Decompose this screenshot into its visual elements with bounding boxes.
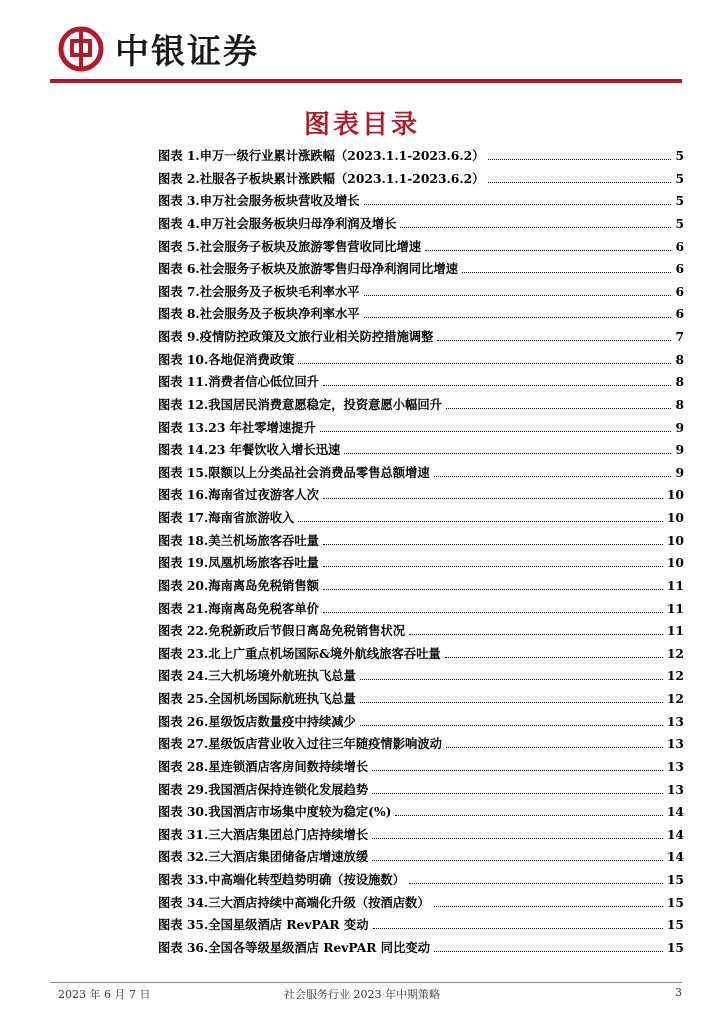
- toc-entry-title: 图表 25.全国机场国际航班执飞总量: [158, 691, 356, 706]
- toc-dot-leader: [372, 793, 663, 794]
- toc-entry-page: 10: [666, 487, 684, 503]
- footer-date: 2023 年 6 月 7 日: [58, 988, 151, 1001]
- toc-entry[interactable]: [158, 734, 684, 757]
- toc-entry-page: 13: [666, 781, 684, 797]
- toc-entry-title: 图表 11.消费者信心低位回升: [158, 374, 319, 390]
- toc-dot-leader: [323, 566, 663, 567]
- toc-entry-page: 13: [666, 713, 684, 729]
- toc-entry-title: 图表 15.限额以上分类品社会消费品零售总额增速: [158, 464, 430, 480]
- toc-entry-title: 图表 19.凤凰机场旅客吞吐量: [158, 555, 319, 571]
- toc-entry-page: 14: [666, 849, 684, 865]
- toc-entry-title: 图表 7.社会服务及子板块毛利率水平: [158, 283, 360, 299]
- toc-entry[interactable]: [158, 440, 684, 463]
- toc-entry-page: 13: [666, 736, 684, 752]
- toc-dot-leader: [320, 431, 672, 432]
- toc-entry-title: 图表 10.各地促消费政策: [158, 351, 295, 367]
- toc-entry[interactable]: [158, 644, 684, 667]
- toc-entry-page: 15: [666, 894, 684, 910]
- toc-entry[interactable]: [158, 553, 684, 576]
- toc-entry-title: 图表 20.海南离岛免税销售额: [158, 577, 319, 593]
- toc-entry-title: 图表 9.疫情防控政策及文旅行业相关防控措施调整: [158, 329, 434, 344]
- toc-entry-page: 12: [666, 668, 684, 684]
- toc-dot-leader: [364, 295, 672, 296]
- toc-entry[interactable]: [158, 282, 684, 305]
- toc-dot-leader: [323, 385, 671, 386]
- toc-entry[interactable]: [158, 870, 684, 893]
- toc-entry-title: 图表 1.申万一级行业累计涨跌幅（2023.1.1-2023.6.2）: [158, 148, 485, 163]
- toc-dot-leader: [488, 182, 671, 183]
- toc-dot-leader: [372, 838, 663, 839]
- toc-entry-title: 图表 13.23 年社零增速提升: [158, 419, 316, 435]
- toc-entry[interactable]: [158, 191, 684, 214]
- toc-entry-title: 图表 27.星级饭店营业收入过往三年随疫情影响波动: [158, 736, 442, 752]
- toc-entry[interactable]: [158, 666, 684, 689]
- toc-entry[interactable]: [158, 463, 684, 486]
- toc-entry[interactable]: [158, 712, 684, 735]
- toc-entry-title: 图表 14.23 年餐饮收入增长迅速: [158, 442, 341, 458]
- toc-entry-page: 11: [666, 623, 684, 639]
- toc-dot-leader: [409, 634, 663, 635]
- toc-entry-page: 8: [675, 351, 684, 367]
- toc-dot-leader: [323, 612, 663, 613]
- brand-name: 中银证券: [115, 32, 259, 72]
- toc-entry-page: 9: [675, 419, 684, 435]
- toc-entry[interactable]: [158, 214, 684, 237]
- toc-entry-title: 图表 3.申万社会服务板块营收及增长: [158, 193, 360, 209]
- toc-entry-page: 10: [666, 532, 684, 548]
- toc-entry-title: 图表 21.海南离岛免税客单价: [158, 600, 319, 616]
- toc-entry[interactable]: [158, 146, 684, 169]
- toc-entry-title: 图表 17.海南省旅游收入: [158, 510, 295, 525]
- toc-entry[interactable]: [158, 689, 684, 712]
- toc-entry-title: 图表 26.星级饭店数量疫中持续减少: [158, 713, 356, 729]
- toc-entry-title: 图表 4.申万社会服务板块归母净利润及增长: [158, 215, 397, 231]
- toc-entry[interactable]: [158, 621, 684, 644]
- toc-entry-page: 6: [675, 283, 684, 299]
- toc-dot-leader: [373, 928, 663, 929]
- table-of-contents: [158, 146, 684, 961]
- toc-dot-leader: [434, 951, 663, 952]
- toc-dot-leader: [372, 770, 663, 771]
- toc-entry-page: 12: [666, 645, 684, 661]
- toc-entry[interactable]: [158, 599, 684, 622]
- toc-dot-leader: [323, 498, 663, 499]
- toc-entry-page: 8: [675, 374, 684, 390]
- toc-entry[interactable]: [158, 350, 684, 373]
- toc-entry-page: 6: [675, 238, 684, 254]
- toc-dot-leader: [434, 906, 663, 907]
- toc-entry-page: 15: [666, 939, 684, 955]
- toc-entry-page: 9: [675, 442, 684, 458]
- toc-entry[interactable]: [158, 915, 684, 938]
- toc-dot-leader: [344, 453, 671, 454]
- toc-dot-leader: [400, 227, 671, 228]
- toc-dot-leader: [445, 657, 663, 658]
- toc-dot-leader: [425, 250, 671, 251]
- toc-entry[interactable]: [158, 531, 684, 554]
- toc-entry[interactable]: [158, 508, 684, 531]
- toc-entry-title: 图表 6.社会服务子板块及旅游零售归母净利润同比增速: [158, 261, 458, 277]
- toc-entry-page: 5: [675, 193, 684, 209]
- toc-entry[interactable]: [158, 576, 684, 599]
- bank-of-china-logo-icon: [58, 26, 104, 72]
- toc-dot-leader: [434, 476, 672, 477]
- toc-entry-title: 图表 33.中高端化转型趋势明确（按设施数）: [158, 872, 406, 887]
- toc-dot-leader: [360, 702, 663, 703]
- toc-entry-page: 11: [666, 577, 684, 593]
- toc-entry-title: 图表 36.全国各等级星级酒店 RevPAR 同比变动: [158, 939, 430, 955]
- toc-dot-leader: [488, 159, 671, 160]
- page-title: 图表目录: [303, 110, 420, 140]
- toc-dot-leader: [364, 317, 672, 318]
- toc-entry-title: 图表 22.免税新政后节假日离岛免税销售状况: [158, 623, 406, 639]
- toc-entry-title: 图表 34.三大酒店持续中高端化升级（按酒店数）: [158, 894, 430, 910]
- toc-dot-leader: [360, 725, 663, 726]
- toc-entry[interactable]: [158, 757, 684, 780]
- toc-entry-page: 5: [675, 148, 684, 163]
- toc-entry-page: 7: [675, 329, 684, 344]
- toc-dot-leader: [360, 679, 663, 680]
- footer-report-name: 社会服务行业 2023 年中期策略: [284, 988, 440, 1001]
- toc-entry[interactable]: [158, 237, 684, 260]
- toc-entry[interactable]: [158, 485, 684, 508]
- toc-entry-title: 图表 5.社会服务子板块及旅游零售营收同比增速: [158, 238, 422, 254]
- page-header: [0, 0, 724, 88]
- toc-entry-title: 图表 2.社服各子板块累计涨跌幅（2023.1.1-2023.6.2）: [158, 170, 485, 186]
- footer-page-number: 3: [675, 986, 682, 999]
- toc-entry-title: 图表 29.我国酒店保持连锁化发展趋势: [158, 781, 369, 797]
- toc-entry-page: 15: [666, 872, 684, 887]
- footer-divider: [50, 982, 682, 983]
- toc-entry[interactable]: [158, 780, 684, 803]
- toc-entry[interactable]: [158, 327, 684, 350]
- toc-entry-title: 图表 32.三大酒店集团储备店增速放缓: [158, 849, 369, 865]
- toc-entry-page: 11: [666, 600, 684, 616]
- toc-dot-leader: [437, 340, 671, 341]
- toc-entry-title: 图表 8.社会服务及子板块净利率水平: [158, 306, 360, 322]
- toc-entry-title: 图表 12.我国居民消费意愿稳定，投资意愿小幅回升: [158, 396, 442, 412]
- toc-entry-page: 15: [666, 917, 684, 933]
- toc-dot-leader: [462, 272, 671, 273]
- toc-dot-leader: [364, 204, 672, 205]
- toc-entry-title: 图表 35.全国星级酒店 RevPAR 变动: [158, 917, 369, 933]
- toc-entry-title: 图表 30.我国酒店市场集中度较为稳定(%): [158, 804, 392, 820]
- header-divider: [50, 79, 682, 83]
- toc-entry[interactable]: [158, 893, 684, 916]
- toc-entry-page: 10: [666, 510, 684, 525]
- toc-entry[interactable]: [158, 304, 684, 327]
- toc-dot-leader: [298, 521, 663, 522]
- toc-entry[interactable]: [158, 802, 684, 825]
- toc-entry[interactable]: [158, 938, 684, 961]
- toc-dot-leader: [446, 747, 663, 748]
- toc-entry-page: 6: [675, 306, 684, 322]
- toc-dot-leader: [323, 589, 663, 590]
- toc-entry-page: 8: [675, 396, 684, 412]
- toc-dot-leader: [372, 860, 663, 861]
- toc-dot-leader: [298, 363, 671, 364]
- toc-entry-title: 图表 18.美兰机场旅客吞吐量: [158, 532, 319, 548]
- toc-entry-title: 图表 24.三大机场境外航班执飞总量: [158, 668, 356, 684]
- toc-entry-page: 14: [666, 826, 684, 842]
- toc-entry-page: 5: [675, 170, 684, 186]
- toc-entry-title: 图表 28.星连锁酒店客房间数持续增长: [158, 758, 369, 774]
- toc-entry-page: 9: [675, 464, 684, 480]
- toc-entry-page: 14: [666, 804, 684, 820]
- toc-entry[interactable]: [158, 372, 684, 395]
- toc-entry-page: 6: [675, 261, 684, 277]
- toc-entry[interactable]: [158, 825, 684, 848]
- toc-entry-page: 12: [666, 691, 684, 706]
- toc-entry[interactable]: [158, 418, 684, 441]
- toc-entry-title: 图表 23.北上广重点机场国际&境外航线旅客吞吐量: [158, 645, 441, 661]
- toc-entry-page: 13: [666, 758, 684, 774]
- toc-dot-leader: [395, 815, 662, 816]
- toc-entry[interactable]: [158, 169, 684, 192]
- toc-entry[interactable]: [158, 847, 684, 870]
- toc-entry-page: 10: [666, 555, 684, 571]
- toc-entry-title: 图表 16.海南省过夜游客人次: [158, 487, 319, 503]
- toc-entry-title: 图表 31.三大酒店集团总门店持续增长: [158, 826, 369, 842]
- toc-entry-page: 5: [675, 215, 684, 231]
- toc-entry[interactable]: [158, 395, 684, 418]
- toc-dot-leader: [446, 408, 672, 409]
- toc-entry[interactable]: [158, 259, 684, 282]
- toc-dot-leader: [409, 883, 663, 884]
- toc-dot-leader: [323, 544, 663, 545]
